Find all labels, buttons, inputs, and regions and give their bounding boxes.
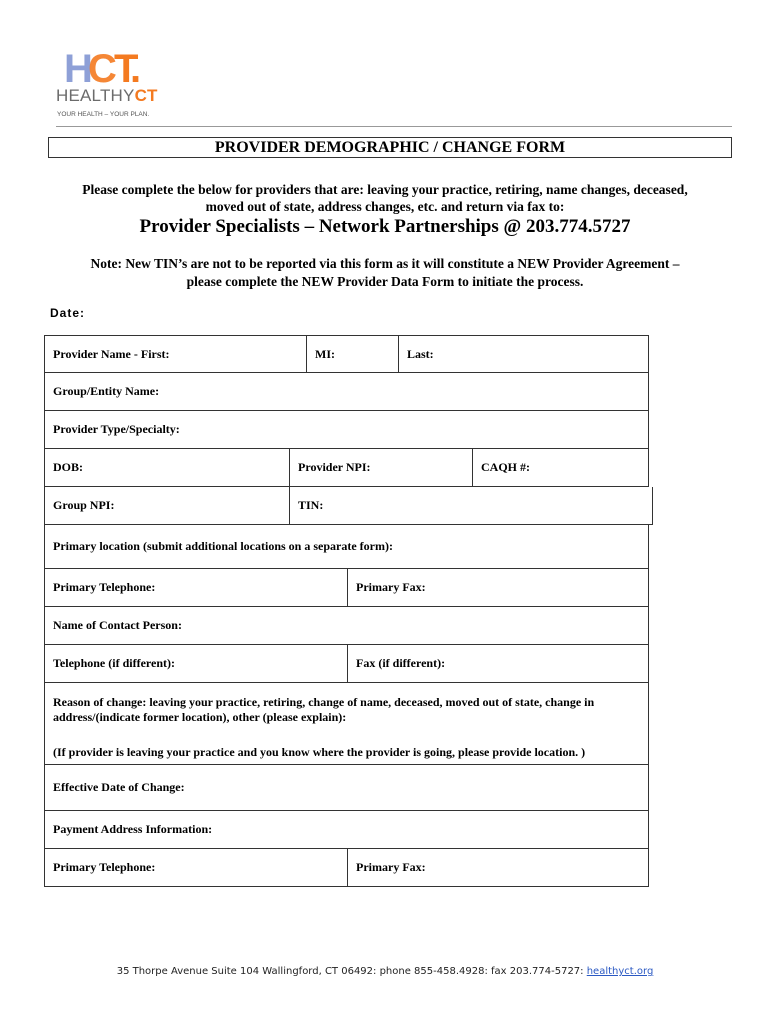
name-row bbox=[44, 335, 649, 373]
group-npi-row bbox=[44, 487, 653, 525]
contact-person-row bbox=[44, 607, 649, 645]
dob-npi-row bbox=[44, 449, 649, 487]
fax-different-field[interactable]: Fax (if different): bbox=[347, 645, 648, 682]
dob-field[interactable]: DOB: bbox=[53, 460, 83, 474]
svg-text:C: C bbox=[88, 48, 113, 88]
primary-location-row bbox=[44, 525, 649, 569]
date-label: Date: bbox=[50, 306, 86, 320]
hct-logo-mark bbox=[64, 48, 154, 88]
provider-form bbox=[44, 335, 649, 887]
primary-telephone-field[interactable]: Primary Telephone: bbox=[53, 580, 156, 594]
reason-label: Reason of change: leaving your practice, retiring, change of name, deceased, moved out of state, change in address/(indicate former location), other (please explain): bbox=[53, 695, 595, 724]
svg-text:T.: T. bbox=[114, 48, 138, 88]
effective-date-row bbox=[44, 765, 649, 811]
first-name-field[interactable]: Provider Name - First: bbox=[53, 346, 170, 361]
mi-field[interactable]: MI: bbox=[306, 336, 398, 372]
intro-line-2: moved out of state, address changes, etc. and return via fax to: bbox=[205, 199, 565, 214]
footer-text: 35 Thorpe Avenue Suite 104 Wallingford, CT 06492: phone 855-458.4928: fax 203.774-5727: bbox=[116, 966, 587, 977]
provider-type-row bbox=[44, 411, 649, 449]
group-entity-field[interactable]: Group/Entity Name: bbox=[53, 384, 160, 398]
tin-field[interactable]: TIN: bbox=[289, 487, 652, 524]
reason-note: (If provider is leaving your practice and you know where the provider is going, please provide location. ) bbox=[53, 745, 586, 759]
group-npi-field[interactable]: Group NPI: bbox=[53, 498, 115, 512]
header-rule bbox=[56, 126, 732, 127]
contact-person-field[interactable]: Name of Contact Person: bbox=[53, 618, 182, 632]
provider-type-field[interactable]: Provider Type/Specialty: bbox=[53, 422, 180, 436]
payment-phone-row bbox=[44, 849, 649, 887]
payment-address-field[interactable]: Payment Address Information: bbox=[53, 822, 213, 836]
primary-location-field[interactable]: Primary location (submit additional locations on a separate form): bbox=[53, 539, 393, 553]
last-name-field[interactable]: Last: bbox=[398, 336, 648, 372]
telephone-different-field[interactable]: Telephone (if different): bbox=[53, 656, 175, 670]
fax-contact-line: Provider Specialists – Network Partnerships @ 203.774.5727 bbox=[139, 216, 631, 237]
logo-tagline: YOUR HEALTH – YOUR PLAN. bbox=[57, 111, 150, 118]
caqh-field[interactable]: CAQH #: bbox=[472, 449, 648, 486]
effective-date-field[interactable]: Effective Date of Change: bbox=[53, 780, 185, 794]
svg-text:H: H bbox=[64, 48, 89, 88]
payment-address-row bbox=[44, 811, 649, 849]
footer-address bbox=[0, 966, 770, 977]
note-line-1: Note: New TIN’s are not to be reported via this form as it will constitute a NEW Provider Agreement – bbox=[90, 256, 680, 271]
website-link[interactable]: healthyct.org bbox=[586, 966, 654, 977]
provider-npi-field[interactable]: Provider NPI: bbox=[289, 449, 472, 486]
alt-phone-row bbox=[44, 645, 649, 683]
logo-wordmark: HEALTHYCT bbox=[56, 86, 158, 105]
reason-row bbox=[44, 683, 649, 765]
form-title: PROVIDER DEMOGRAPHIC / CHANGE FORM bbox=[48, 137, 732, 158]
primary-fax-field[interactable]: Primary Fax: bbox=[347, 569, 648, 606]
intro-line-1: Please complete the below for providers that are: leaving your practice, retiring, name changes, deceased, bbox=[82, 182, 688, 197]
payment-telephone-field[interactable]: Primary Telephone: bbox=[53, 860, 156, 874]
primary-phone-row bbox=[44, 569, 649, 607]
payment-fax-field[interactable]: Primary Fax: bbox=[347, 849, 648, 886]
group-entity-row bbox=[44, 373, 649, 411]
note-line-2: please complete the NEW Provider Data Form to initiate the process. bbox=[186, 274, 584, 289]
healthyct-logo bbox=[56, 48, 176, 122]
